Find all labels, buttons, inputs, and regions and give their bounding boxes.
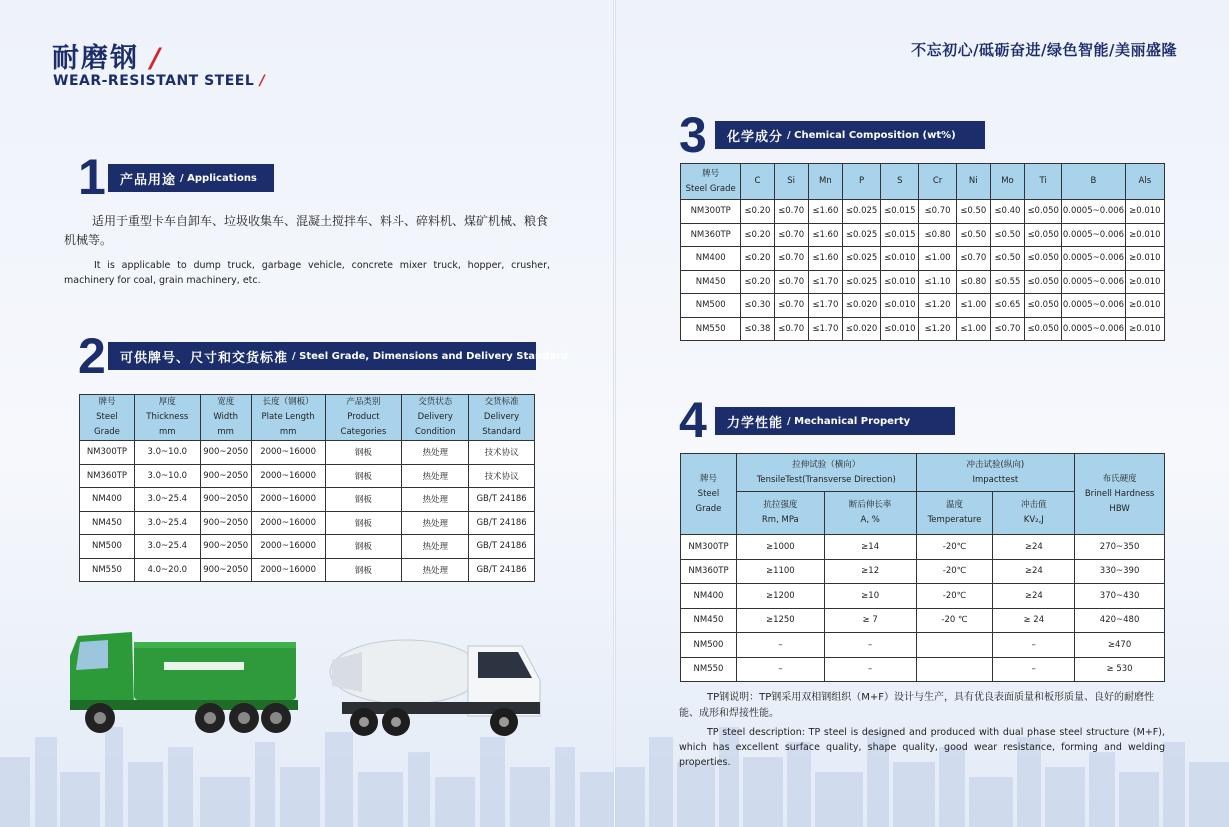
table-cell: ≤0.010: [881, 294, 919, 318]
table-cell: NM400: [681, 247, 741, 271]
table-cell: NM450: [681, 608, 737, 633]
table-cell: NM550: [681, 657, 737, 682]
table-cell: 330~390: [1075, 559, 1165, 584]
table-cell: ≥0.010: [1125, 200, 1164, 224]
section-2-heading: [108, 342, 569, 370]
table-cell: NM400: [681, 584, 737, 609]
table-cell: ≤0.70: [774, 317, 808, 341]
table-row: NM400 3.0~25.4 900~2050 2000~16000 钢板 热处理 GB/T 24186: [80, 488, 535, 512]
table-header-row: 牌号 Steel Grade C Si Mn P S Cr Ni Mo Ti B Als: [681, 164, 1165, 200]
header-cell-grade: 牌号 Steel Grade: [80, 395, 135, 441]
table-cell: 0.0005~0.006: [1062, 200, 1125, 224]
table-cell: ≥0.010: [1125, 294, 1164, 318]
table-cell: NM500: [681, 294, 741, 318]
table-cell: [916, 633, 993, 658]
header-cell-standard: 交货标准 Delivery Standard: [469, 395, 535, 441]
table-cell: ≤1.10: [919, 270, 956, 294]
table-cell: ≤0.65: [990, 294, 1024, 318]
table-cell: ≤0.050: [1025, 317, 1062, 341]
table-cell: ≥24: [993, 535, 1075, 560]
table-cell: ≤0.50: [956, 223, 990, 247]
table-row: [681, 535, 1165, 560]
table-cell: ≥ 7: [824, 608, 916, 633]
section-2-number: 2: [78, 328, 106, 384]
page-subtitle: WEAR-RESISTANT STEEL /: [53, 73, 266, 89]
tp-steel-note-en: TP steel description: TP steel is designed and produced with dual phase steel structure (M+F), which has excellent surface quality, shape quality, good wear resistance, forming and welding properties.: [679, 727, 1165, 768]
header-cell-width: 宽度 Width mm: [200, 395, 251, 441]
right-page: [615, 0, 1229, 827]
table-cell: ≤0.50: [990, 223, 1024, 247]
table-cell: 420~480: [1075, 608, 1165, 633]
header-cell-tensile: 拉伸试验（横向） TensileTest(Transverse Direction): [736, 454, 916, 492]
table-cell: ≥ 24: [993, 608, 1075, 633]
table-cell: ≤0.30: [741, 294, 774, 318]
section-2-title-cn: 可供牌号、尺寸和交货标准: [120, 350, 289, 366]
table-cell: ≤0.015: [881, 223, 919, 247]
section-4-number: 4: [679, 392, 707, 448]
table-cell: ≤0.050: [1025, 270, 1062, 294]
header-cell-kv2: 冲击值 KV₂,J: [993, 492, 1075, 535]
header-cell-length: 长度（钢板） Plate Length mm: [251, 395, 325, 441]
section-2-title-en: / Steel Grade, Dimensions and Delivery Standard: [292, 350, 569, 362]
header-cell-condition: 交货状态 Delivery Condition: [402, 395, 469, 441]
table-cell: –: [993, 633, 1075, 658]
section-3-title-en: / Chemical Composition (wt%): [787, 129, 956, 141]
table-cell: -20℃: [916, 535, 993, 560]
header-cell-grade: 牌号 Steel Grade: [681, 454, 737, 535]
table-row: NM550 4.0~20.0 900~2050 2000~16000 钢板 热处理 GB/T 24186: [80, 558, 535, 582]
table-cell: -20℃: [916, 559, 993, 584]
page-title: 耐磨钢 /: [52, 43, 163, 74]
table-row: [681, 200, 1165, 224]
table-cell: ≤0.55: [990, 270, 1024, 294]
table-cell: ≥10: [824, 584, 916, 609]
table-cell: –: [824, 633, 916, 658]
red-slash-icon: /: [150, 43, 163, 74]
table-cell: ≤0.80: [956, 270, 990, 294]
table-cell: ≤0.38: [741, 317, 774, 341]
table-cell: NM550: [681, 317, 741, 341]
table-cell: ≥470: [1075, 633, 1165, 658]
table-cell: ≤0.050: [1025, 294, 1062, 318]
table-row: NM300TP 3.0~10.0 900~2050 2000~16000 钢板 热处理 技术协议: [80, 441, 535, 465]
table-cell: ≤1.60: [808, 223, 842, 247]
table-row: [681, 247, 1165, 271]
table-cell: 0.0005~0.006: [1062, 247, 1125, 271]
table-row: NM450 3.0~25.4 900~2050 2000~16000 钢板 热处理 GB/T 24186: [80, 511, 535, 535]
section-1-number: 1: [78, 149, 106, 205]
table-cell: ≤1.20: [919, 317, 956, 341]
table-cell: ≤0.025: [842, 247, 880, 271]
left-page: [0, 0, 614, 827]
table-cell: ≤0.70: [774, 270, 808, 294]
grade-dimensions-table: [79, 394, 535, 582]
green-dump-truck-image: [64, 622, 302, 744]
table-cell: ≤0.050: [1025, 247, 1062, 271]
table-row: [681, 657, 1165, 682]
table-cell: ≤0.70: [774, 294, 808, 318]
table-cell: ≤0.20: [741, 270, 774, 294]
table-cell: ≤0.70: [990, 317, 1024, 341]
table-cell: ≤0.20: [741, 223, 774, 247]
table-row: [681, 608, 1165, 633]
table-cell: ≤0.50: [990, 247, 1024, 271]
table-cell: ≤0.025: [842, 223, 880, 247]
section-4-title-cn: 力学性能: [727, 415, 784, 431]
table-cell: –: [993, 657, 1075, 682]
table-cell: ≤0.025: [842, 270, 880, 294]
mechanical-property-table: [680, 453, 1165, 682]
white-mixer-truck-image: [322, 630, 544, 742]
section-4-heading: [715, 407, 955, 435]
table-cell: ≤0.025: [842, 200, 880, 224]
table-cell: ≤0.80: [919, 223, 956, 247]
table-cell: ≥0.010: [1125, 223, 1164, 247]
table-cell: ≤0.020: [842, 317, 880, 341]
table-cell: ≥0.010: [1125, 247, 1164, 271]
table-cell: ≤0.010: [881, 247, 919, 271]
table-cell: ≤1.00: [956, 317, 990, 341]
header-cell-impact: 冲击试验(纵向) Impacttest: [916, 454, 1075, 492]
table-row: [681, 317, 1165, 341]
chemical-composition-table: [680, 163, 1165, 341]
table-cell: ≤0.70: [774, 223, 808, 247]
table-row: NM500 3.0~25.4 900~2050 2000~16000 钢板 热处理 GB/T 24186: [80, 535, 535, 559]
table-header-row: [80, 395, 535, 441]
section-1-title-cn: 产品用途: [120, 172, 177, 188]
section-1-title-en: / Applications: [180, 172, 257, 184]
table-cell: ≤0.70: [774, 200, 808, 224]
table-row: [681, 633, 1165, 658]
table-cell: ≥0.010: [1125, 270, 1164, 294]
table-cell: [916, 657, 993, 682]
table-cell: 270~350: [1075, 535, 1165, 560]
table-cell: ≤1.60: [808, 247, 842, 271]
section-3-heading: [715, 121, 985, 149]
table-row: [681, 294, 1165, 318]
table-cell: ≥1100: [736, 559, 824, 584]
table-row: [681, 270, 1165, 294]
section-1-heading: [108, 164, 274, 192]
table-cell: NM300TP: [681, 535, 737, 560]
table-cell: ≤0.050: [1025, 223, 1062, 247]
section-3-title-cn: 化学成分: [727, 129, 784, 145]
table-row: [681, 223, 1165, 247]
table-row: [681, 559, 1165, 584]
table-cell: NM360TP: [681, 223, 741, 247]
table-cell: ≤1.70: [808, 294, 842, 318]
table-cell: ≤0.20: [741, 247, 774, 271]
table-cell: NM360TP: [681, 559, 737, 584]
table-cell: ≥1200: [736, 584, 824, 609]
table-cell: -20℃: [916, 584, 993, 609]
table-cell: NM300TP: [681, 200, 741, 224]
table-cell: ≤1.00: [956, 294, 990, 318]
table-cell: -20 ℃: [916, 608, 993, 633]
header-cell-grade: 牌号 Steel Grade: [681, 164, 741, 200]
table-cell: ≥24: [993, 559, 1075, 584]
section-3-number: 3: [679, 107, 707, 163]
table-cell: ≤0.40: [990, 200, 1024, 224]
tp-steel-note-cn: TP钢说明：TP钢采用双相钢组织（M+F）设计与生产，具有优良表面质量和板形质量、良好的耐磨性能、成形和焊接性能。: [679, 692, 1155, 719]
table-cell: ≥0.010: [1125, 317, 1164, 341]
table-cell: ≥1000: [736, 535, 824, 560]
table-cell: ≤1.70: [808, 317, 842, 341]
table-cell: –: [736, 633, 824, 658]
header-cell-category: 产品类别 Product Categories: [325, 395, 402, 441]
slogan: 不忘初心/砥砺奋进/绿色智能/美丽盛隆: [911, 41, 1177, 59]
table-cell: –: [824, 657, 916, 682]
table-cell: ≥24: [993, 584, 1075, 609]
header-cell-elongation: 断后伸长率 A, %: [824, 492, 916, 535]
applications-text-en: It is applicable to dump truck, garbage vehicle, concrete mixer truck, hopper, crusher, machinery for coal, grain machinery, etc.: [64, 260, 550, 286]
table-cell: ≤0.50: [956, 200, 990, 224]
table-cell: ≤0.050: [1025, 200, 1062, 224]
table-cell: ≤0.70: [919, 200, 956, 224]
table-header-row: [681, 454, 1165, 492]
table-cell: ≤0.020: [842, 294, 880, 318]
table-cell: ≤0.015: [881, 200, 919, 224]
table-cell: ≤0.70: [774, 247, 808, 271]
red-slash-icon: /: [259, 73, 266, 89]
table-cell: ≥14: [824, 535, 916, 560]
applications-text-cn: 适用于重型卡车自卸车、垃圾收集车、混凝土搅拌车、料斗、碎料机、煤矿机械、粮食机械等。: [64, 214, 549, 247]
table-cell: NM500: [681, 633, 737, 658]
header-cell-hardness: 布氏硬度 Brinell Hardness HBW: [1075, 454, 1165, 535]
table-cell: ≤0.010: [881, 270, 919, 294]
table-row: [681, 584, 1165, 609]
table-cell: 0.0005~0.006: [1062, 223, 1125, 247]
header-cell-thickness: 厚度 Thickness mm: [134, 395, 200, 441]
header-cell-rm: 抗拉强度 Rm, MPa: [736, 492, 824, 535]
table-cell: ≤0.20: [741, 200, 774, 224]
table-cell: ≤1.20: [919, 294, 956, 318]
table-cell: 370~430: [1075, 584, 1165, 609]
table-row: NM360TP 3.0~10.0 900~2050 2000~16000 钢板 热处理 技术协议: [80, 464, 535, 488]
table-cell: ≥1250: [736, 608, 824, 633]
table-cell: –: [736, 657, 824, 682]
table-cell: 0.0005~0.006: [1062, 294, 1125, 318]
section-4-title-en: / Mechanical Property: [787, 415, 911, 427]
table-cell: ≤0.010: [881, 317, 919, 341]
header-cell-temperature: 温度 Temperature: [916, 492, 993, 535]
table-cell: 0.0005~0.006: [1062, 270, 1125, 294]
table-cell: ≥12: [824, 559, 916, 584]
table-cell: ≤1.60: [808, 200, 842, 224]
table-cell: ≤1.70: [808, 270, 842, 294]
table-cell: ≥ 530: [1075, 657, 1165, 682]
table-cell: 0.0005~0.006: [1062, 317, 1125, 341]
table-cell: NM450: [681, 270, 741, 294]
table-cell: ≤1.00: [919, 247, 956, 271]
table-cell: ≤0.70: [956, 247, 990, 271]
